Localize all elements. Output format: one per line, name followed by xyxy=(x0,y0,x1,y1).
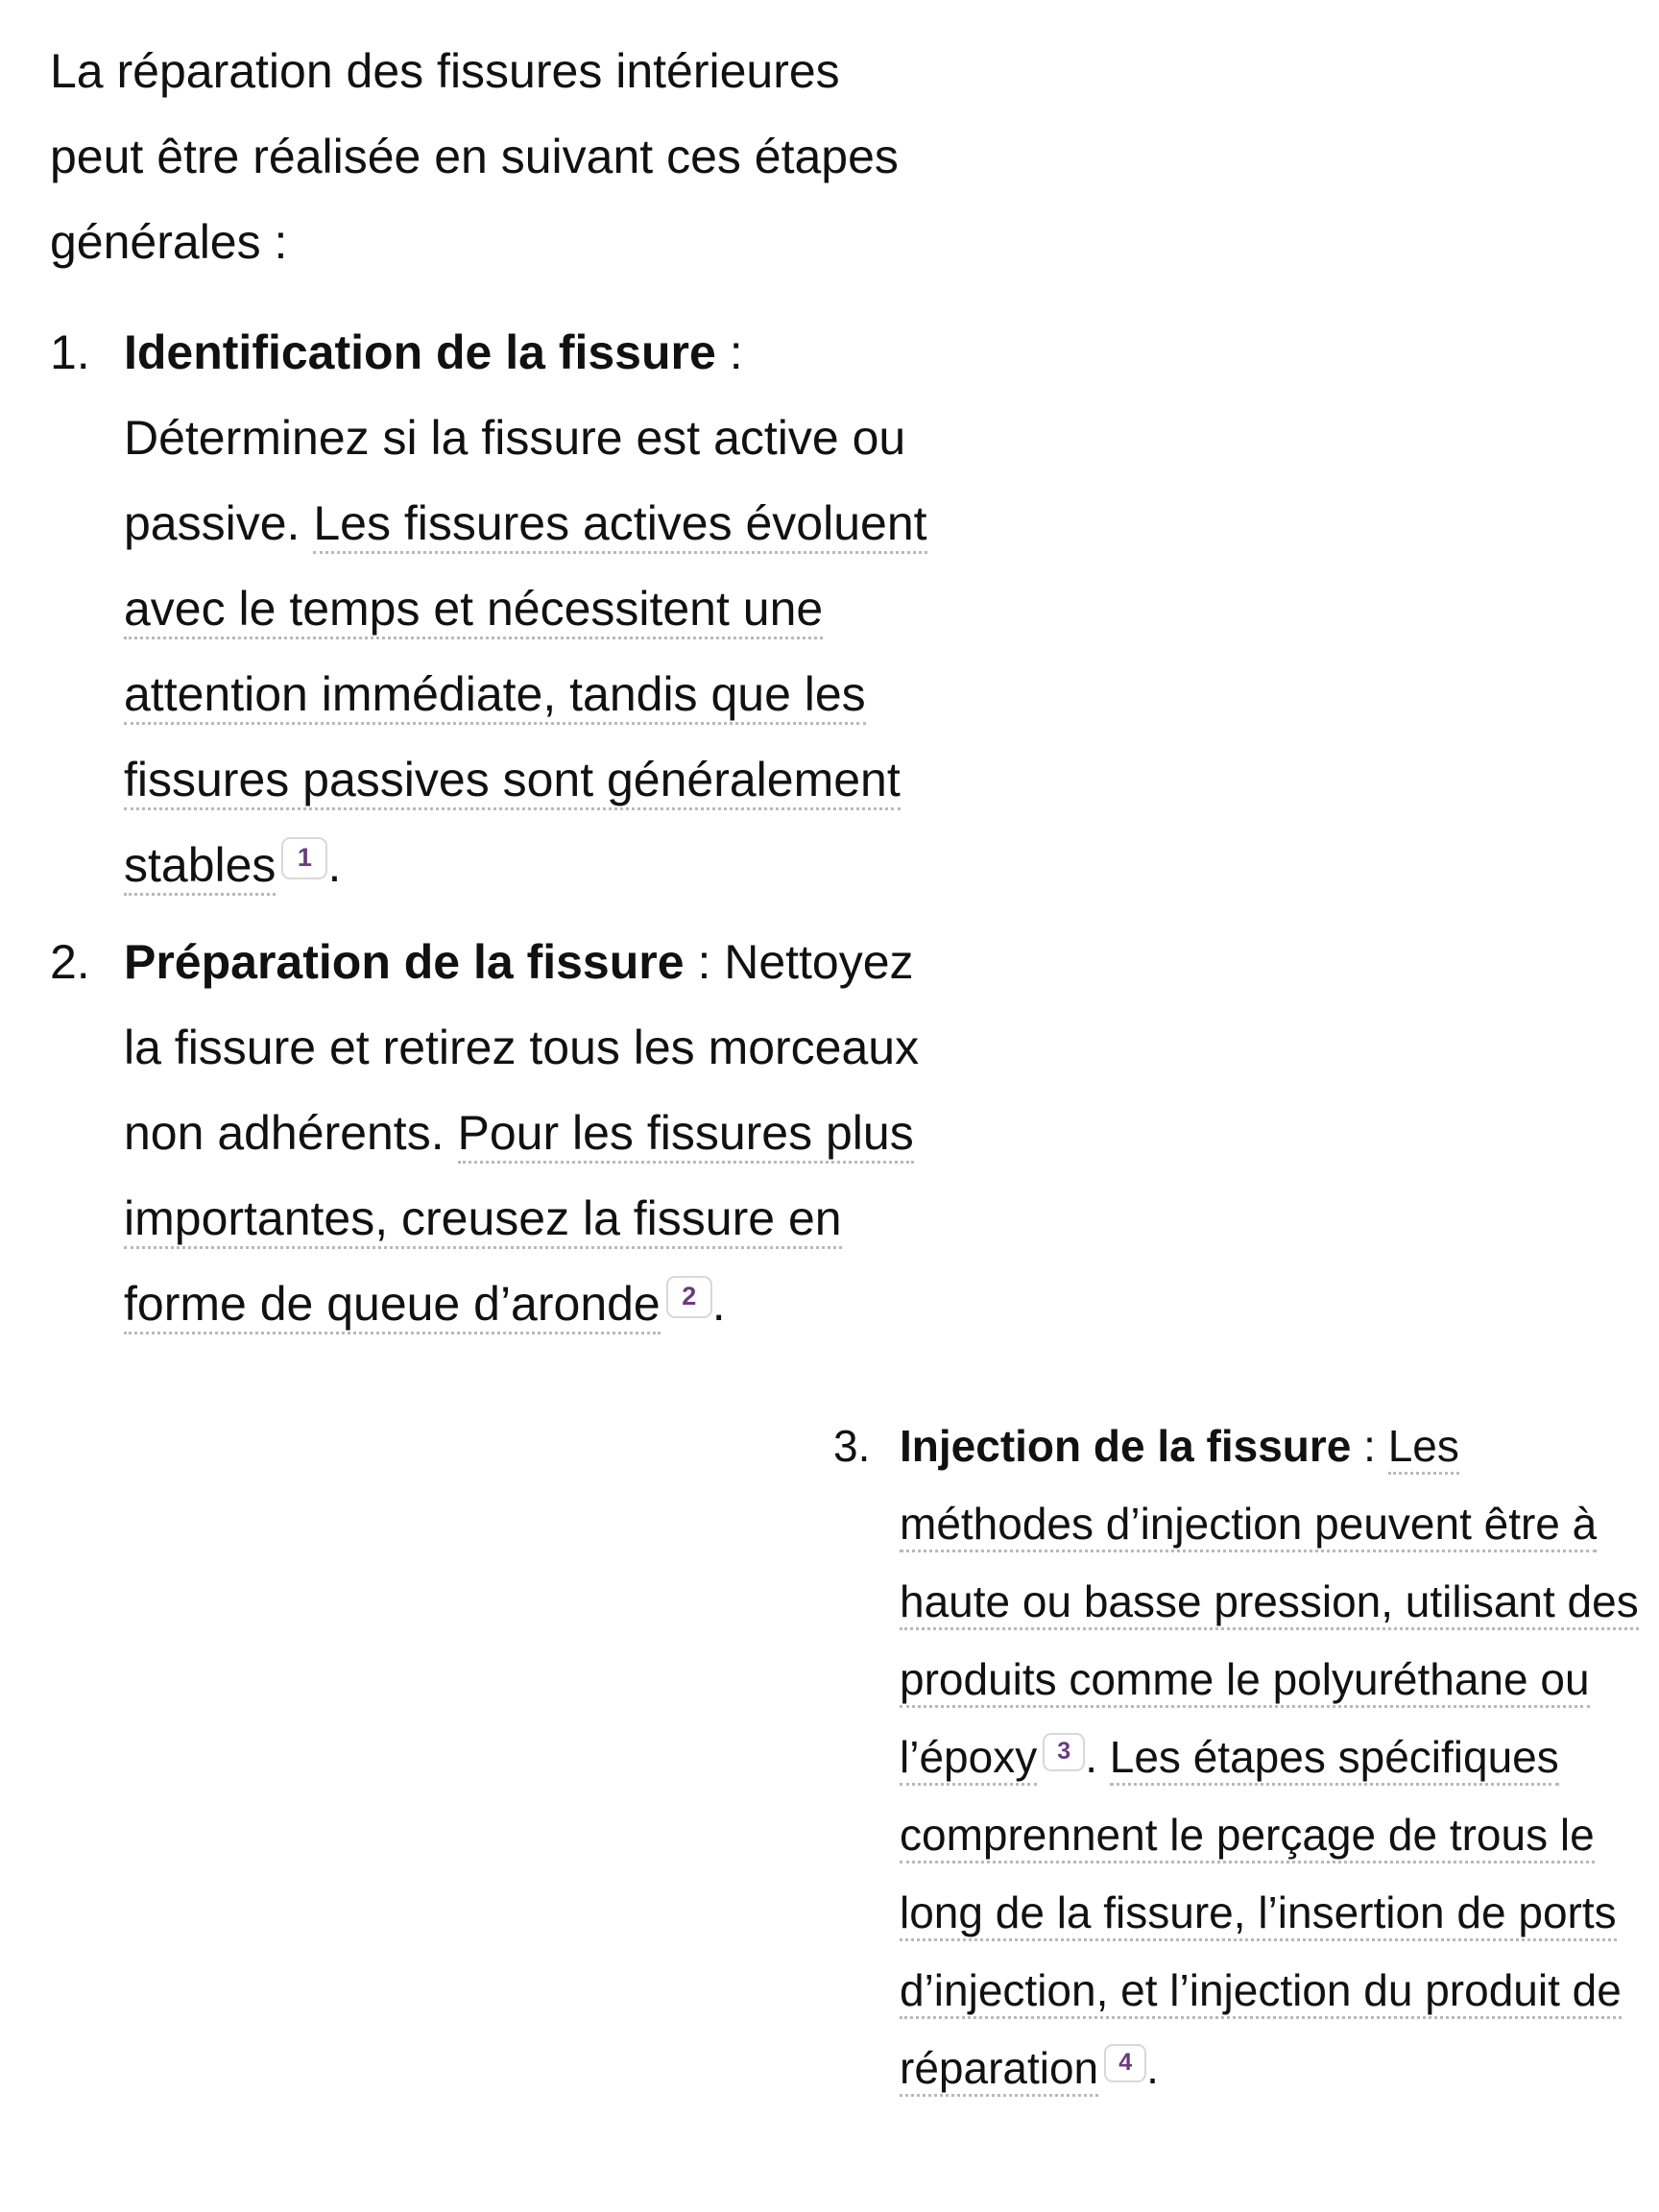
list-item-step-2 xyxy=(50,920,943,1347)
step-text: Déterminez si la fissure est active ou passive. xyxy=(124,411,906,550)
step-number: 1. xyxy=(50,325,90,379)
cited-text[interactable]: Les étapes spécifiques comprennent le perçage de trous le long de la fissure, l’insertion de ports d’injection, et l’injection du produit de réparation xyxy=(900,1732,1622,2097)
citation-badge[interactable]: 2 xyxy=(666,1276,712,1318)
step-title: Identification de la fissure xyxy=(124,325,716,379)
step-end: . xyxy=(1146,2043,1159,2093)
cited-text[interactable]: Les fissures actives évoluent avec le temps et nécessitent une attention immédiate, tandis que les fissures passives sont généralement stables xyxy=(124,496,927,896)
intro-paragraph: La réparation des fissures intérieures peut être réalisée en suivant ces étapes générales : xyxy=(50,44,899,269)
step-end: . xyxy=(711,1277,726,1331)
cited-text[interactable]: Les méthodes d’injection peuvent être à haute ou basse pression, utilisant des produits comme le polyuréthane ou l’époxy xyxy=(900,1421,1639,1786)
step-number: 3. xyxy=(833,1421,871,1471)
steps-list-continued xyxy=(833,1407,1649,2107)
answer-left-column xyxy=(50,29,943,1358)
citation-badge[interactable]: 3 xyxy=(1043,1733,1085,1771)
step-colon: : xyxy=(715,325,743,379)
step-title: Injection de la fissure xyxy=(900,1421,1352,1471)
list-item-step-1 xyxy=(50,310,943,908)
citation-badge[interactable]: 1 xyxy=(281,837,327,879)
cited-text[interactable]: Pour les fissures plus importantes, creusez la fissure en forme de queue d’aronde xyxy=(124,1106,914,1334)
step-number: 2. xyxy=(50,935,90,989)
step-title: Préparation de la fissure xyxy=(124,935,685,989)
steps-list xyxy=(50,310,943,1347)
step-colon: : xyxy=(684,935,725,989)
citation-badge[interactable]: 4 xyxy=(1104,2044,1146,2082)
step-end: . xyxy=(327,838,342,892)
answer-right-column xyxy=(833,1407,1649,2107)
list-item-step-3 xyxy=(833,1407,1649,2107)
step-separator: . xyxy=(1085,1732,1110,1782)
step-colon: : xyxy=(1351,1421,1388,1471)
step-text: Nettoyez la fissure et retirez tous les morceaux non adhérents. xyxy=(124,935,920,1160)
